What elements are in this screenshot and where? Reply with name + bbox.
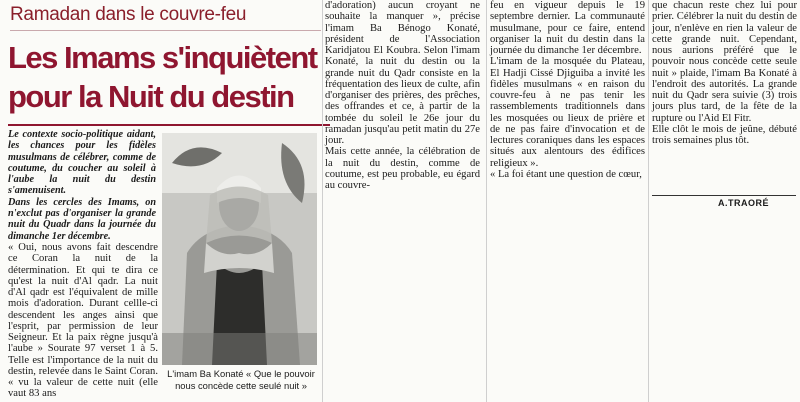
kicker-rule [10,30,321,31]
photo-caption: L'imam Ba Konaté « Que le pouvoir nous concède cette seulé nuit » [167,368,315,391]
column-3-paragraph-3: « La foi étant une question de cœur, [490,168,642,180]
headline-line-2: pour la Nuit du destin [8,79,294,114]
column-divider [486,0,487,402]
column-2-paragraph-2: Mais cette année, la célébration de la nuit du destin, comme de coutume, est peu probable, eu égard au couvre- [325,146,480,191]
imam-photo [162,133,317,365]
author-signature: A.TRAORÉ [718,198,769,208]
column-4 [652,0,797,146]
column-1-paragraph: « Oui, nous avons fait descendre ce Coran la nuit de la détermination. Et qui te dira ce qu'est la nuit d'Al qadr. La nuit d'Al qadr est l'équivalent de mille mois d'adoration. Durant cellle-ci descendent les anges ainsi que l'esprit, par permission de leur Seigneur. Et la paix règne jusqu'à l'aube » Sourate 97 verset 1 à 5. Telle est l'importance de la nuit du destin, relevée dans le Saint Coran. « vu la valeur de cette nuit (elle vaut 83 ans [8,242,158,400]
signature-rule [652,195,796,196]
headline [8,38,328,116]
column-3 [490,0,645,180]
column-2 [325,0,480,191]
kicker: Ramadan dans le couvre-feu [10,4,247,25]
lede-paragraph-2: Dans les cercles des Imams, on n'exclut pas d'organiser la grande nuit du Quadr dans la journée du dimanche 1er décembre. [8,196,156,242]
headline-rule [8,124,330,126]
column-1-body [8,242,158,400]
headline-line-1: Les Imams s'inquiètent [8,40,317,75]
column-4-paragraph-2: Elle clôt le mois de jeûne, débuté trois semaines plus tôt. [652,123,797,146]
lede-paragraph-1: Le contexte socio-politique aidant, les chances pour les fidèles musulmans de célébrer, comme de coutume, du coucher au soleil à l'aube la nuit du destin s'amenuisent. [8,129,156,197]
portrait-illustration [162,133,317,365]
column-2-paragraph-1: d'adoration) aucun croyant ne souhaite la manquer », précise l'imam Ba Bénogo Konaté, président de l'Association Karidjatou El Koubra. Selon l'imam Konaté, la nuit du destin ou la grande nuit du Qadr consiste en la fréquentation des lieux de culte, afin d'organiser des prières, des prêches, des offrandes et ce, à partir de la tombée du soleil le 26e jour du ramadan jusqu'au petit matin du 27e jour. [325,0,480,146]
column-4-paragraph-1: que chacun reste chez lui pour prier. Célébrer la nuit du destin de jour, n'enlève en rien la valeur de cette grande nuit. Cependant, nous aurions préféré que le pouvoir nous concède cette seule nuit » plaide, l'imam Ba Konaté à l'endroit des autorités. La grande nuit du Qadr sera suivie (3) trois jours plus tard, de la fête de la rupture ou l'Aid El Fitr. [652,0,797,124]
column-divider [648,0,649,402]
column-3-paragraph-1: feu en vigueur depuis le 19 septembre dernier. La communauté musulmane, pour ce faire, entend organiser la nuit du destin dans la journée du dimanche 1er décembre. [490,0,645,56]
lede [8,129,156,242]
column-3-paragraph-2: L'imam de la mosquée du Plateau, El Hadji Cissé Djiguiba a invité les fidèles musulmans « en raison du couvre-feu à ne pas tenir les rassemblements traditionnels dans les mosquées ou lieux de prière et de ne pas faire d'invocation et de lectures coraniques dans les espaces situés aux alentours des édifices religieux ». [490,56,645,169]
column-divider [322,0,323,402]
